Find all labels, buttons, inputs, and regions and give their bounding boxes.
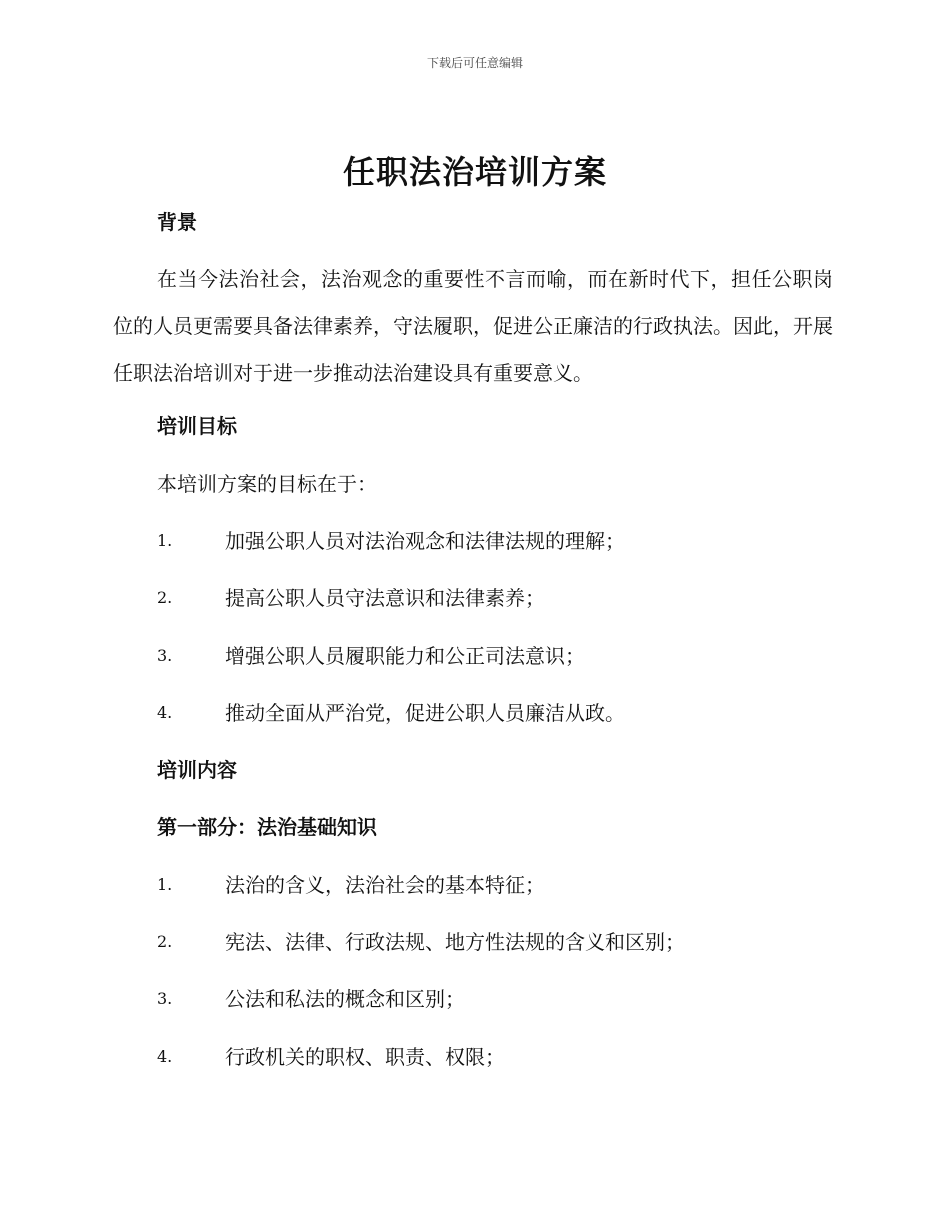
background-paragraph: 在当今法治社会，法治观念的重要性不言而喻，而在新时代下，担任公职岗位的人员更需要具备法律素养，守法履职，促进公正廉洁的行政执法。因此，开展任职法治培训对于进一步推动法治建设具有重要意义。: [113, 267, 833, 385]
header-note: 下载后可任意编辑: [426, 56, 523, 70]
list-item-number: 4.: [157, 703, 173, 722]
list-item-text: 提高公职人员守法意识和法律素养；: [225, 586, 545, 610]
list-item-number: 1.: [157, 875, 173, 894]
list-item-text: 公法和私法的概念和区别；: [225, 987, 465, 1011]
list-item-text: 行政机关的职权、职责、权限；: [225, 1045, 505, 1069]
part1-heading: 第一部分：法治基础知识: [157, 815, 377, 839]
list-item-text: 宪法、法律、行政法规、地方性法规的含义和区别；: [225, 930, 685, 954]
section-heading-content: 培训内容: [157, 758, 237, 782]
list-item-number: 4.: [157, 1047, 173, 1066]
list-item-text: 增强公职人员履职能力和公正司法意识；: [225, 644, 585, 668]
list-item-text: 推动全面从严治党，促进公职人员廉洁从政。: [225, 701, 625, 725]
section-heading-background: 背景: [157, 210, 197, 234]
list-item-number: 3.: [157, 646, 173, 665]
list-item-number: 2.: [157, 932, 173, 951]
section-heading-goals: 培训目标: [157, 414, 237, 438]
document-title: 任职法治培训方案: [342, 153, 607, 191]
list-item-number: 3.: [157, 989, 173, 1008]
list-item-number: 1.: [157, 531, 173, 550]
list-item-text: 加强公职人员对法治观念和法律法规的理解；: [225, 529, 625, 553]
goals-intro: 本培训方案的目标在于：: [157, 472, 377, 496]
list-item-text: 法治的含义，法治社会的基本特征；: [225, 873, 545, 897]
list-item-number: 2.: [157, 588, 173, 607]
